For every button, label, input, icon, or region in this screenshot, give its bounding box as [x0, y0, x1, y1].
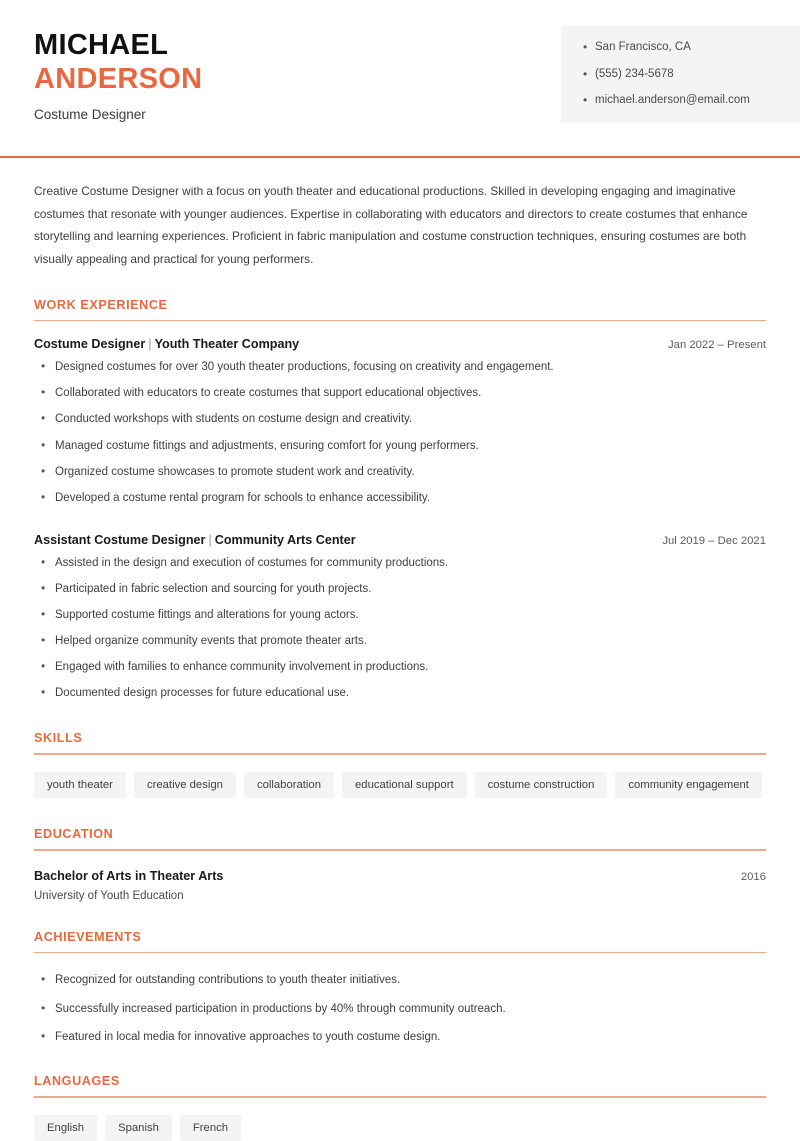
section-divider-education: [34, 849, 766, 851]
work-entry-bullets: [34, 359, 766, 507]
skills-chip-list: [34, 771, 766, 798]
section-education: [34, 827, 766, 902]
work-entry-title: [34, 533, 356, 547]
section-title-skills: SKILLS: [34, 731, 83, 746]
identity-block: [0, 26, 202, 122]
work-entry-header: [34, 533, 766, 547]
section-title-education: EDUCATION: [34, 827, 114, 842]
language-chip: English: [34, 1115, 97, 1141]
title-separator: |: [208, 532, 212, 547]
title-separator: |: [148, 337, 152, 352]
contact-location: • San Francisco, CA: [583, 40, 784, 56]
language-chip: Spanish: [105, 1115, 172, 1141]
header-divider: [0, 156, 800, 158]
section-title-achievements: ACHIEVEMENTS: [34, 929, 142, 944]
work-entry-role: Costume Designer: [34, 337, 146, 352]
section-divider-work: [34, 320, 766, 322]
skill-chip: costume construction: [475, 772, 608, 798]
list-item: • Participated in fabric selection and sourcing for youth projects.: [40, 581, 766, 598]
skill-chip: youth theater: [34, 772, 126, 798]
work-entry-date: Jan 2022 – Present: [668, 339, 766, 352]
resume-body: [0, 180, 800, 1141]
education-year: 2016: [740, 870, 766, 883]
list-item: • Engaged with families to enhance community involvement in productions.: [40, 659, 766, 676]
skill-chip: creative design: [134, 772, 236, 798]
section-divider-skills: [34, 753, 766, 755]
list-item: • Developed a costume rental program for schools to enhance accessibility.: [40, 490, 766, 507]
list-item: • Conducted workshops with students on costume design and creativity.: [40, 411, 766, 428]
achievements-list: [34, 972, 766, 1046]
work-entry-header: [34, 337, 766, 351]
section-divider-achievements: [34, 952, 766, 954]
section-divider-languages: [34, 1096, 766, 1098]
list-item: • Recognized for outstanding contributions to youth theater initiatives.: [40, 972, 766, 989]
contact-list: [583, 40, 784, 109]
contact-phone[interactable]: • (555) 234-5678: [583, 67, 784, 83]
job-title: Costume Designer: [34, 107, 146, 123]
list-item: • Featured in local media for innovative approaches to youth costume design.: [40, 1029, 766, 1046]
language-chip: French: [180, 1115, 241, 1141]
list-item: • Managed costume fittings and adjustments, ensuring comfort for young performers.: [40, 438, 766, 455]
work-entry-company: Youth Theater Company: [154, 337, 300, 352]
list-item: • Collaborated with educators to create costumes that support educational objectives.: [40, 385, 766, 402]
work-entry: [34, 337, 766, 507]
section-title-languages: LANGUAGES: [34, 1074, 120, 1089]
first-name: MICHAEL: [34, 29, 169, 61]
list-item: • Organized costume showcases to promote student work and creativity.: [40, 464, 766, 481]
list-item: • Assisted in the design and execution of costumes for community productions.: [40, 555, 766, 572]
work-entry-role: Assistant Costume Designer: [34, 532, 206, 547]
section-languages: [34, 1074, 766, 1141]
languages-chip-list: [34, 1114, 766, 1141]
education-entry: [34, 869, 766, 902]
work-entry-date: Jul 2019 – Dec 2021: [662, 534, 766, 547]
list-item: • Supported costume fittings and alterations for young actors.: [40, 607, 766, 624]
work-entry: [34, 533, 766, 703]
work-entry-company: Community Arts Center: [214, 532, 356, 547]
work-entry-bullets: [34, 555, 766, 703]
education-degree: Bachelor of Arts in Theater Arts: [34, 868, 224, 883]
contact-info-box: [561, 26, 800, 123]
section-skills: [34, 731, 766, 798]
list-item: • Successfully increased participation in productions by 40% through community outreach.: [40, 1001, 766, 1018]
section-title-work: WORK EXPERIENCE: [34, 297, 168, 312]
last-name: ANDERSON: [34, 63, 203, 96]
contact-email[interactable]: • michael.anderson@email.com: [583, 93, 784, 109]
list-item: • Helped organize community events that promote theater arts.: [40, 633, 766, 650]
skill-chip: educational support: [342, 772, 467, 798]
education-entry-header: [34, 869, 766, 883]
skill-chip: collaboration: [244, 772, 334, 798]
list-item: • Designed costumes for over 30 youth theater productions, focusing on creativity and engagement.: [40, 359, 766, 376]
resume-header: [0, 0, 800, 136]
section-work-experience: [34, 298, 766, 703]
section-achievements: [34, 930, 766, 1047]
skill-chip: community engagement: [615, 772, 762, 798]
education-school: University of Youth Education: [34, 889, 184, 902]
list-item: • Documented design processes for future educational use.: [40, 685, 766, 702]
work-entry-title: [34, 337, 299, 351]
professional-summary: Creative Costume Designer with a focus on youth theater and educational productions. Skilled in developing engaging and imaginative costumes that resonate with younger audiences. Expertise in collaborating with educators and directors to create costumes that enhance storytelling and learning experiences. Proficient in fabric manipulation and costume construction techniques, ensuring costumes are both visually appealing and practical for young performers.: [34, 184, 748, 266]
